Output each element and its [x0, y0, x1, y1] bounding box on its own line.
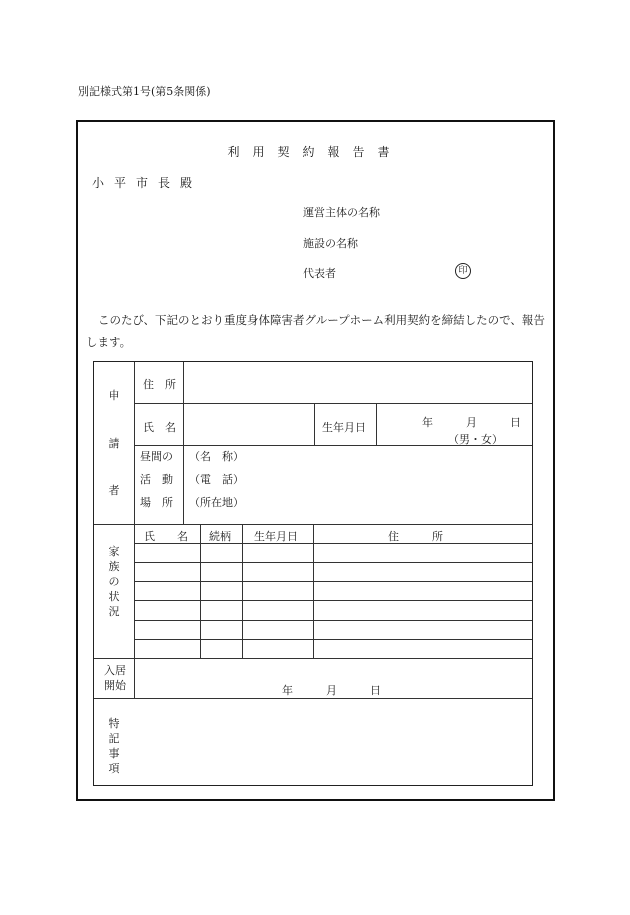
section-divider — [94, 658, 532, 659]
family-col-name: 氏 名 — [144, 530, 188, 543]
day-activity-label: 昼間の — [140, 450, 173, 463]
family-col-address: 住 所 — [388, 530, 443, 543]
applicant-heading-char: 申 — [108, 389, 120, 402]
day-activity-label: 場 所 — [140, 496, 173, 509]
family-row-line — [134, 581, 532, 582]
address-label: 住 所 — [143, 378, 176, 391]
seal-mark-icon: 印 — [455, 263, 471, 279]
family-heading: 家族の状況 — [108, 545, 120, 618]
activity-name-field: （名 称） — [189, 450, 244, 463]
remarks-label: 特記事項 — [108, 717, 120, 775]
cell-divider — [376, 403, 377, 445]
family-row-line — [134, 639, 532, 640]
sex-options: （男・女） — [448, 433, 503, 446]
family-column-divider — [200, 524, 201, 658]
move-in-label: 入居開始 — [104, 664, 126, 692]
family-row-line — [134, 562, 532, 563]
report-table — [93, 361, 533, 786]
family-row-line — [134, 620, 532, 621]
day-activity-label: 活 動 — [140, 473, 173, 486]
form-number-label: 別記様式第1号(第5条関係) — [78, 85, 211, 98]
section-divider — [94, 698, 532, 699]
row-divider — [134, 403, 532, 404]
operator-name-label: 運営主体の名称 — [303, 206, 380, 219]
document-title: 利用契約報告書 — [227, 145, 403, 159]
intro-paragraph: このたび、下記のとおり重度身体障害者グループホーム利用契約を締結したので、報告します。 — [86, 313, 545, 349]
applicant-heading-char: 者 — [108, 484, 120, 497]
label-column-divider — [134, 362, 135, 698]
family-col-relation: 続柄 — [209, 530, 231, 543]
family-row-line — [134, 600, 532, 601]
activity-location-field: （所在地） — [189, 496, 244, 509]
addressee: 小平市長殿 — [92, 176, 203, 190]
field-label-divider — [183, 362, 184, 524]
family-col-birthdate: 生年月日 — [254, 530, 298, 543]
family-column-divider — [313, 524, 314, 658]
representative-label: 代表者 — [303, 267, 336, 280]
birthdate-placeholder: 年 月 日 — [422, 416, 521, 429]
birthdate-label: 生年月日 — [322, 421, 366, 434]
family-header-line — [134, 543, 532, 544]
applicant-heading-char: 請 — [108, 437, 120, 450]
family-column-divider — [242, 524, 243, 658]
name-label: 氏 名 — [143, 421, 176, 434]
facility-name-label: 施設の名称 — [303, 237, 358, 250]
cell-divider — [314, 403, 315, 445]
activity-phone-field: （電 話） — [189, 473, 244, 486]
move-in-date: 年 月 日 — [282, 684, 381, 697]
